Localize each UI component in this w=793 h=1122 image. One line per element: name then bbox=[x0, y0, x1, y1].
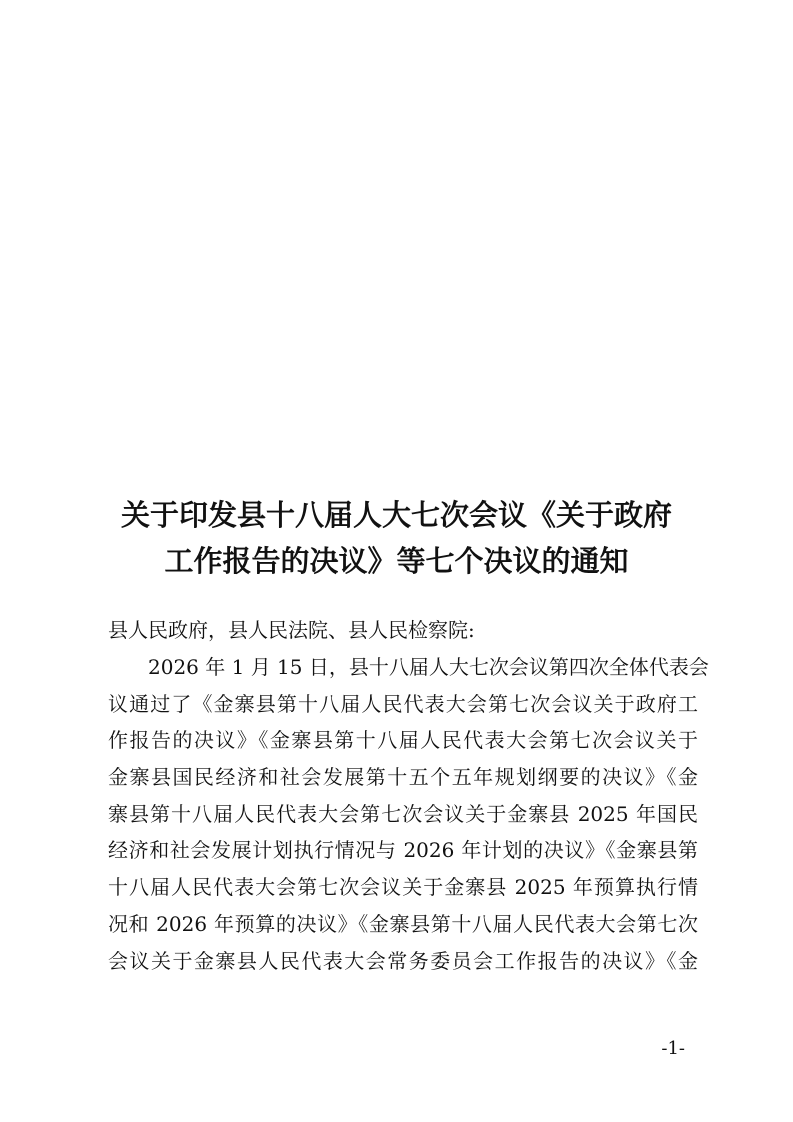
body-line-9: 会议关于金寨县人民代表大会常务委员会工作报告的决议》《金 bbox=[108, 948, 698, 973]
body-paragraph bbox=[108, 649, 709, 979]
page-number: -1- bbox=[661, 1038, 685, 1059]
body-line-6: 经济和社会发展计划执行情况与 2026 年计划的决议》《金寨县第 bbox=[108, 838, 698, 863]
title-line-2: 工作报告的决议》等七个决议的通知 bbox=[164, 544, 629, 578]
body-line-1: 2026 年 1 月 15 日，县十八届人大七次会议第四次全体代表会 bbox=[148, 655, 709, 679]
body-line-3: 作报告的决议》《金寨县第十八届人民代表大会第七次会议关于 bbox=[108, 728, 698, 753]
title-line-1: 关于印发县十八届人大七次会议《关于政府 bbox=[120, 498, 672, 532]
body-line-4: 金寨县国民经济和社会发展第十五个五年规划纲要的决议》《金 bbox=[108, 765, 698, 790]
addressee-line: 县人民政府，县人民法院、县人民检察院: bbox=[108, 618, 475, 642]
body-line-8: 况和 2026 年预算的决议》《金寨县第十八届人民代表大会第七次 bbox=[108, 911, 698, 936]
body-line-2: 议通过了《金寨县第十八届人民代表大会第七次会议关于政府工 bbox=[108, 691, 698, 716]
body-line-5: 寨县第十八届人民代表大会第七次会议关于金寨县 2025 年国民 bbox=[108, 801, 698, 826]
body-line-7: 十八届人民代表大会第七次会议关于金寨县 2025 年预算执行情 bbox=[108, 875, 698, 900]
document-title bbox=[96, 492, 697, 584]
